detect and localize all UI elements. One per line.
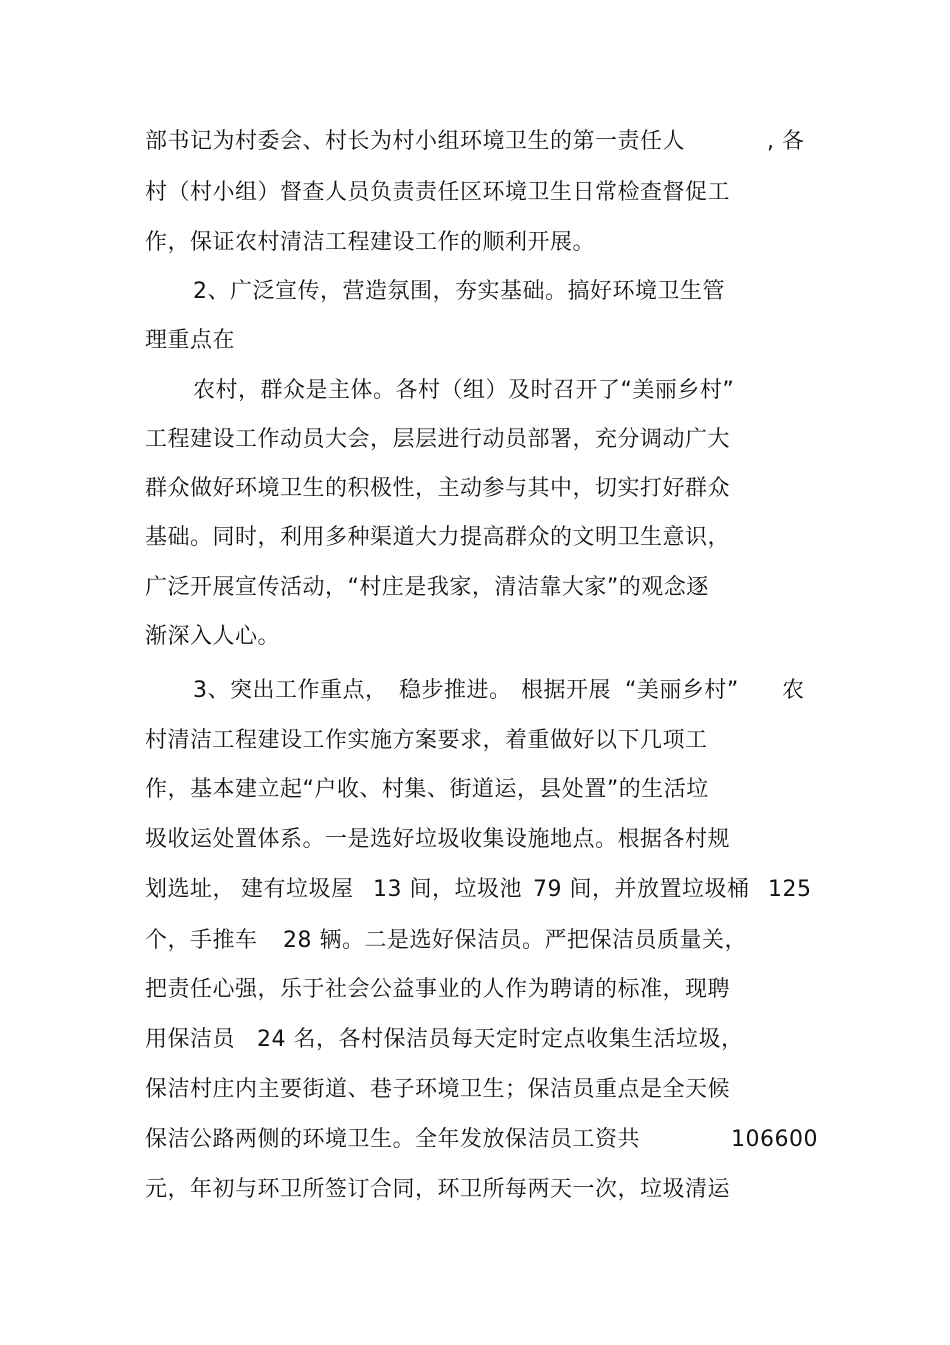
text-segment: 作，基本建立起“户收、村集、街道运，县处置”的生活垃 bbox=[145, 777, 709, 802]
text-segment: 圾收运处置体系。一是选好垃圾收集设施地点。根据各村规 bbox=[145, 827, 731, 852]
text-segment: 工程建设工作动员大会，层层进行动员部署，充分调动广大 bbox=[145, 427, 731, 452]
text-segment: 作，保证农村清洁工程建设工作的顺利开展。 bbox=[145, 230, 596, 255]
text-segment: 部书记为村委会、村长为村小组环境卫生的第一责任人 bbox=[145, 129, 686, 154]
text-segment: 把责任心强，乐于社会公益事业的人作为聘请的标准，现聘 bbox=[145, 977, 731, 1002]
text-segment: 保洁村庄内主要街道、巷子环境卫生；保洁员重点是全天候 bbox=[145, 1077, 731, 1102]
text-segment: 元，年初与环卫所签订合同，环卫所每两天一次，垃圾清运 bbox=[145, 1177, 731, 1202]
text-segment: 基础。同时，利用多种渠道大力提高群众的文明卫生意识， bbox=[145, 525, 731, 550]
text-segment: “美丽乡村” bbox=[625, 678, 739, 703]
text-segment: 理重点在 bbox=[145, 328, 236, 353]
text-segment: 群众做好环境卫生的积极性，主动参与其中，切实打好群众 bbox=[145, 476, 731, 501]
text-segment: 农村，群众是主体。各村（组）及时召开了“美丽乡村” bbox=[193, 378, 735, 403]
text-segment: 个，手推车 bbox=[145, 928, 258, 953]
text-segment: 农 bbox=[782, 678, 805, 703]
text-segment: , 各 bbox=[767, 129, 805, 154]
text-segment: 稳步推进。 bbox=[399, 678, 512, 703]
text-segment: 13 间，垃圾池 bbox=[373, 877, 522, 902]
text-segment: 用保洁员 bbox=[145, 1027, 236, 1052]
text-segment: 106600 bbox=[731, 1127, 818, 1152]
text-segment: 村（村小组）督查人员负责责任区环境卫生日常检查督促工 bbox=[145, 180, 731, 205]
text-segment: 24 名，各村保洁员每天定时定点收集生活垃圾， bbox=[257, 1027, 744, 1052]
text-segment: 广泛开展宣传活动，“村庄是我家，清洁靠大家”的观念逐 bbox=[145, 575, 709, 600]
text-segment: 根据开展 bbox=[521, 678, 612, 703]
text-segment: 保洁公路两侧的环境卫生。全年发放保洁员工资共 bbox=[145, 1127, 641, 1152]
text-segment: 渐深入人心。 bbox=[145, 624, 281, 649]
text-segment: 28 辆。二是选好保洁员。严把保洁员质量关， bbox=[283, 928, 747, 953]
text-segment: 3、突出工作重点， bbox=[193, 678, 388, 703]
text-segment: 2、广泛宣传，营造氛围，夯实基础。搞好环境卫生管 bbox=[193, 279, 725, 304]
text-segment: 建有垃圾屋 bbox=[241, 877, 354, 902]
text-segment: 79 间，并放置垃圾桶 bbox=[533, 877, 750, 902]
text-segment: 125 bbox=[768, 877, 812, 902]
text-segment: 划选址， bbox=[145, 877, 236, 902]
text-segment: 村清洁工程建设工作实施方案要求，着重做好以下几项工 bbox=[145, 728, 708, 753]
